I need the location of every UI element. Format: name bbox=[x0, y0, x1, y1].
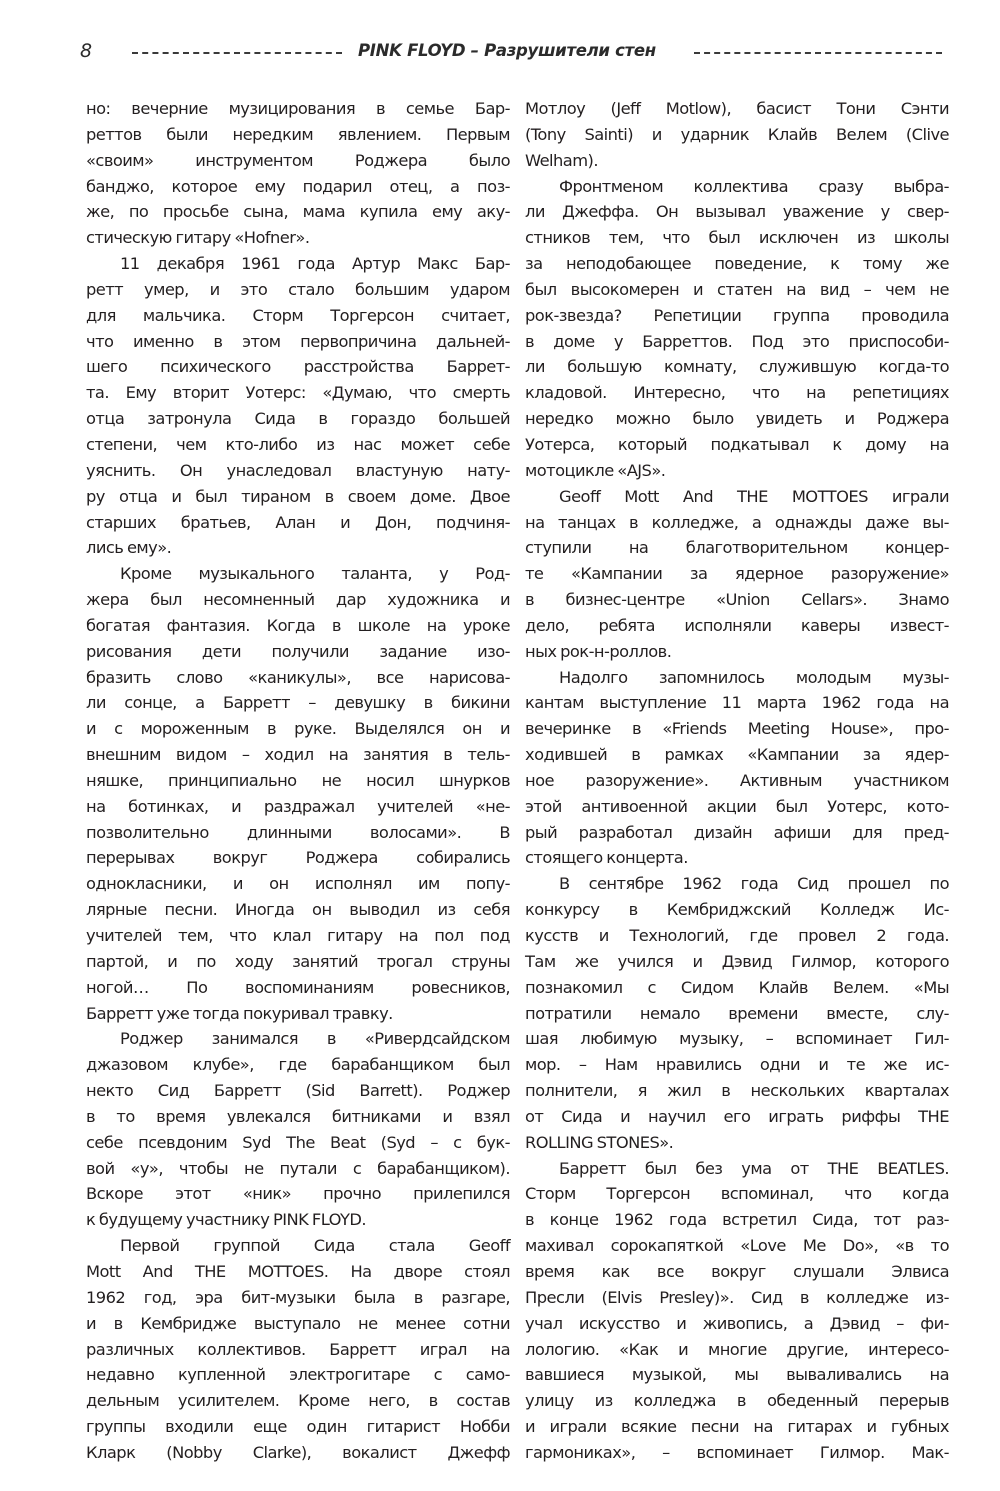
text-line: ру отца и был тираном в своем доме. Двое bbox=[86, 486, 510, 506]
paragraph bbox=[86, 96, 510, 251]
text-line: 11 декабря 1961 года Артур Макс Бар- bbox=[120, 254, 510, 274]
text-line: был высокомерен и статен на вид – чем не bbox=[525, 279, 949, 299]
text-line: в то время увлекался битниками и взял bbox=[86, 1106, 510, 1126]
text-line: вечеринке в «Friends Meeting House», про- bbox=[525, 719, 949, 739]
text-line: Сторм Торгерсон вспоминал, что когда bbox=[525, 1184, 949, 1204]
text-line: «своим» инструментом Роджера было bbox=[86, 150, 510, 170]
paragraph bbox=[525, 665, 949, 872]
text-line: ROLLING STONES». bbox=[525, 1132, 674, 1152]
text-line: некто Сид Барретт (Sid Barrett). Роджер bbox=[86, 1081, 510, 1101]
text-line: и с мороженным в руке. Выделялся он и bbox=[86, 719, 510, 739]
text-line: стников тем, что был исключен из школы bbox=[525, 228, 949, 248]
header-rule-right bbox=[694, 52, 942, 54]
text-line: лись ему». bbox=[86, 538, 172, 558]
text-line: Фронтменом коллектива сразу выбра- bbox=[559, 176, 949, 196]
running-header bbox=[0, 36, 1000, 68]
text-line: ли Джеффа. Он вызывал уважение у свер- bbox=[525, 202, 949, 222]
text-line: кантам выступление 11 марта 1962 года на bbox=[525, 693, 949, 713]
text-line: ных рок-н-роллов. bbox=[525, 641, 672, 661]
text-line: за неподобающее поведение, к тому же bbox=[525, 254, 949, 274]
text-line: же, по просьбе сына, мама купила ему аку- bbox=[86, 202, 510, 222]
text-line: Пресли (Elvis Presley)». Сид в колледже из- bbox=[525, 1287, 949, 1307]
text-line: для мальчика. Сторм Торгерсон считает, bbox=[86, 305, 510, 325]
text-line: перерывах вокруг Роджера собирались bbox=[86, 848, 510, 868]
paragraph bbox=[86, 561, 510, 1026]
text-line: лярные песни. Иногда он выводил из себя bbox=[86, 900, 510, 920]
text-line: гармониках», – вспоминает Гилмор. Мак- bbox=[525, 1442, 949, 1462]
text-line: внешним видом – ходил на занятия в тель- bbox=[86, 745, 510, 765]
paragraph bbox=[525, 1156, 949, 1466]
text-line: этой антивоенной акции был Уотерс, кото- bbox=[525, 796, 949, 816]
text-line: на танцах в колледже, а однажды даже вы- bbox=[525, 512, 949, 532]
text-line: бразить слово «каникулы», все нарисова- bbox=[86, 667, 510, 687]
text-line: В сентябре 1962 года Сид прошел по bbox=[559, 874, 949, 894]
text-line: в доме у Барреттов. Под это приспособи- bbox=[525, 331, 949, 351]
text-line: однокласники, и он исполнял им попу- bbox=[86, 874, 510, 894]
text-line: Вскоре этот «ник» прочно прилепился bbox=[86, 1184, 510, 1204]
text-line: учал искусство и живопись, а Дэвид – фи- bbox=[525, 1313, 949, 1333]
paragraph bbox=[86, 1233, 510, 1466]
text-line: в бизнес-центре «Union Cellars». Знамо bbox=[525, 590, 949, 610]
text-line: партой, и по ходу занятий трогал струны bbox=[86, 951, 510, 971]
text-line: Барретт был без ума от THE BEATLES. bbox=[559, 1158, 949, 1178]
text-line: от Сида и научил его играть риффы THE bbox=[525, 1106, 949, 1126]
text-line: на ботинках, и раздражал учителей «не- bbox=[86, 796, 510, 816]
text-line: улицу из колледжа в обеденный перерыв bbox=[525, 1391, 949, 1411]
text-line: себе псевдоним Syd The Beat (Syd – с бук- bbox=[86, 1132, 510, 1152]
text-line: и играли всякие песни на гитарах и губных bbox=[525, 1417, 949, 1437]
text-line: банджо, которое ему подарил отец, а поз- bbox=[86, 176, 510, 196]
text-line: потратили немало времени вместе, слу- bbox=[525, 1003, 949, 1023]
text-line: ли большую комнату, служившую когда-то bbox=[525, 357, 949, 377]
text-line: ретт умер, и это стало большим ударом bbox=[86, 279, 510, 299]
text-line: Geoff Mott And THE MOTTOES играли bbox=[559, 486, 949, 506]
text-line: Кроме музыкального таланта, у Род- bbox=[120, 564, 510, 584]
text-line: лологию. «Как и многие другие, интересо- bbox=[525, 1339, 949, 1359]
text-line: различных коллективов. Барретт играл на bbox=[86, 1339, 510, 1359]
text-line: полнители, я жил в нескольких кварталах bbox=[525, 1081, 949, 1101]
text-line: недавно купленной электрогитаре с само- bbox=[86, 1365, 510, 1385]
text-line: Кларк (Nobby Clarke), вокалист Джефф bbox=[86, 1442, 510, 1462]
text-line: вой «у», чтобы не путали с барабанщиком). bbox=[86, 1158, 510, 1178]
text-line: дело, ребята исполняли каверы извест- bbox=[525, 615, 949, 635]
paragraph bbox=[86, 251, 510, 561]
text-line: та. Ему вторит Уотерс: «Думаю, что смерть bbox=[86, 383, 510, 403]
text-column-right bbox=[525, 96, 949, 1466]
text-line: няшке, принципиально не носил шнурков bbox=[86, 770, 510, 790]
text-line: Мотлоу (Jeff Motlow), басист Тони Сэнти bbox=[525, 99, 949, 118]
text-line: Роджер занимался в «Ривердсайдском bbox=[120, 1029, 510, 1049]
paragraph bbox=[525, 484, 949, 665]
text-line: позволительно длинными волосами». В bbox=[86, 822, 510, 842]
text-line: ступили на благотворительном концер- bbox=[525, 538, 949, 558]
text-line: но: вечерние музицирования в семье Бар- bbox=[86, 99, 510, 118]
text-line: мор. – Нам нравились одни и те же ис- bbox=[525, 1055, 949, 1075]
text-line: стическую гитару «Hofner». bbox=[86, 228, 310, 248]
text-line: старших братьев, Алан и Дон, подчиня- bbox=[86, 512, 510, 532]
text-line: махивал сорокапяткой «Love Me Do», «в то bbox=[525, 1236, 949, 1256]
text-line: дельным усилителем. Кроме него, в состав bbox=[86, 1391, 510, 1411]
text-line: Барретт уже тогда покуривал травку. bbox=[86, 1003, 393, 1023]
text-line: жера был несомненный дар художника и bbox=[86, 590, 510, 610]
text-line: кладовой. Интересно, что на репетициях bbox=[525, 383, 949, 403]
text-line: кусств и Технологий, где провел 2 года. bbox=[525, 926, 949, 945]
text-line: рок-звезда? Репетиции группа проводила bbox=[525, 305, 949, 325]
text-line: Welham). bbox=[525, 150, 598, 170]
text-line: конкурсу в Кембриджский Колледж Ис- bbox=[525, 900, 949, 920]
running-title: PINK FLOYD – Разрушители стен bbox=[358, 41, 656, 60]
text-line: рый разработал дизайн афиши для пред- bbox=[525, 822, 949, 842]
paragraph bbox=[525, 174, 949, 484]
text-line: стоящего концерта. bbox=[525, 848, 688, 868]
text-line: познакомил с Сидом Клайв Велем. «Мы bbox=[525, 977, 949, 997]
text-line: Там же учился и Дэвид Гилмор, которого bbox=[525, 951, 949, 971]
text-line: Уотерса, который подкатывал к дому на bbox=[525, 434, 949, 454]
text-line: учителей тем, что клал гитару на пол под bbox=[86, 926, 510, 945]
text-line: богатая фантазия. Когда в школе на уроке bbox=[86, 615, 510, 635]
text-line: к будущему участнику PINK FLOYD. bbox=[86, 1210, 367, 1230]
paragraph bbox=[525, 871, 949, 1155]
text-line: ходившей в рамках «Кампании за ядер- bbox=[525, 745, 949, 765]
text-line: что именно в этом первопричина дальней- bbox=[86, 331, 510, 351]
paragraph bbox=[86, 1026, 510, 1233]
text-line: ли сонце, а Барретт – девушку в бикини bbox=[86, 693, 510, 713]
text-line: реттов были нередким явлением. Первым bbox=[86, 124, 510, 144]
text-line: (Tony Sainti) и ударник Клайв Велем (Clive bbox=[525, 124, 949, 144]
text-line: группы входили еще один гитарист Нобби bbox=[86, 1417, 510, 1437]
page-number: 8 bbox=[80, 40, 93, 62]
text-line: в конце 1962 года встретил Сида, тот раз- bbox=[525, 1210, 949, 1230]
text-line: шего психического расстройства Баррет- bbox=[86, 357, 510, 377]
paragraph bbox=[525, 96, 949, 174]
text-line: Первой группой Сида стала Geoff bbox=[120, 1236, 510, 1256]
text-line: шая любимую музыку, – вспоминает Гил- bbox=[525, 1029, 949, 1049]
text-line: ное разоружение». Активным участником bbox=[525, 770, 949, 790]
text-line: и в Кембридже выступало не менее сотни bbox=[86, 1313, 510, 1333]
text-line: джазовом клубе», где барабанщиком был bbox=[86, 1055, 510, 1075]
text-line: вавшиеся музыкой, мы вываливались на bbox=[525, 1365, 949, 1385]
text-column-left bbox=[86, 96, 510, 1466]
text-line: ногой… По воспоминаниям ровесников, bbox=[86, 977, 510, 997]
text-line: Mott And THE MOTTOES. На дворе стоял bbox=[86, 1261, 510, 1281]
text-line: рисования дети получили задание изо- bbox=[86, 641, 510, 661]
text-line: Надолго запомнилось молодым музы- bbox=[559, 667, 949, 687]
text-line: уяснить. Он унаследовал властуную нату- bbox=[86, 460, 510, 480]
text-line: мотоцикле «AJS». bbox=[525, 460, 666, 480]
text-line: те «Кампании за ядерное разоружение» bbox=[525, 564, 949, 584]
text-line: степени, чем кто-либо из нас может себе bbox=[86, 434, 510, 454]
header-rule-left bbox=[132, 52, 342, 54]
text-line: время как все вокруг слушали Элвиса bbox=[525, 1261, 949, 1281]
text-line: нередко можно было увидеть и Роджера bbox=[525, 409, 949, 429]
text-line: отца затронула Сида в гораздо большей bbox=[86, 409, 510, 429]
text-line: 1962 год, эра бит-музыки была в разгаре, bbox=[86, 1287, 510, 1307]
